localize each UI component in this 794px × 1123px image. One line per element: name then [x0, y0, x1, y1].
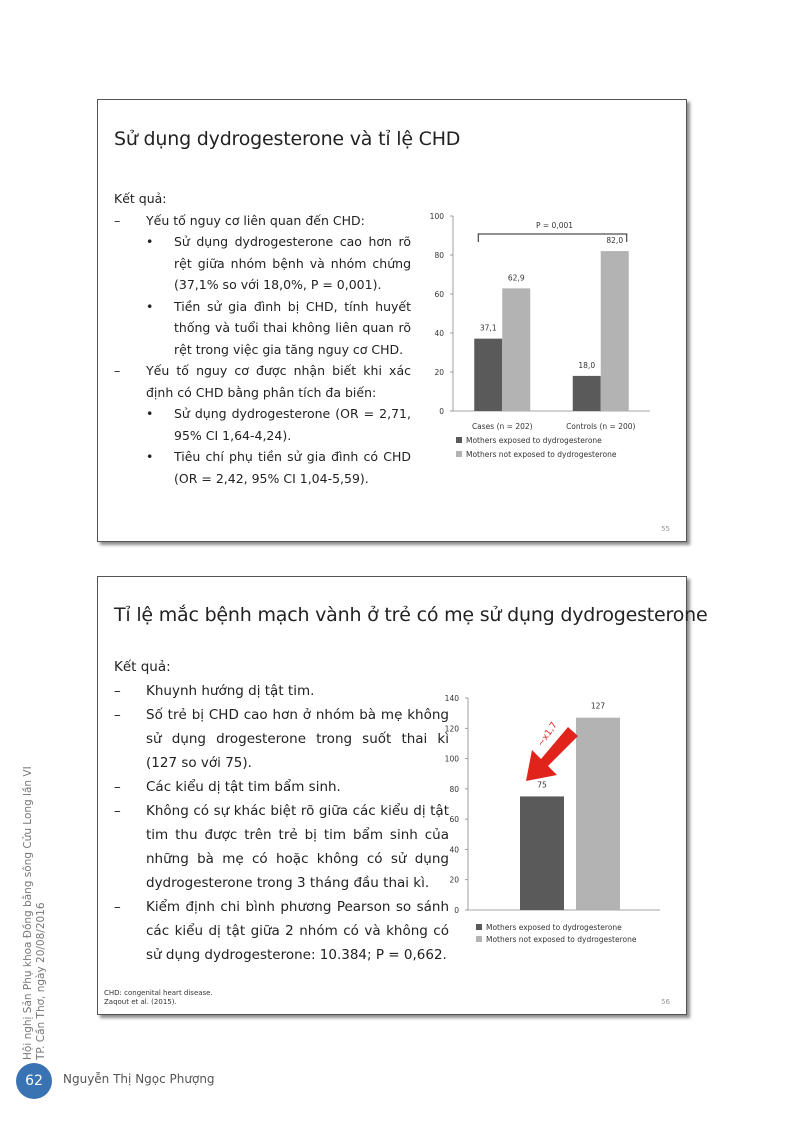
bar-chart-chd-count [438, 689, 668, 959]
conference-date: TP. Cần Thơ, ngày 20/08/2016 [35, 902, 47, 1060]
data-label: 75 [537, 780, 547, 790]
y-tick-label: 20 [434, 368, 444, 377]
bar [502, 288, 530, 411]
x-tick-label: Controls (n = 200) [566, 422, 636, 431]
slide-body [114, 188, 411, 489]
footnote [104, 989, 213, 1007]
bar [576, 718, 620, 910]
slide-55 [97, 99, 687, 542]
slide-56 [97, 576, 708, 1015]
bar [520, 796, 564, 910]
bar [601, 251, 629, 411]
data-label: 37,1 [479, 323, 497, 333]
slide-title: Tỉ lệ mắc bệnh mạch vành ở trẻ có mẹ sử dụng dydrogesterone [114, 604, 708, 626]
legend-label: Mothers exposed to dydrogesterone [466, 436, 602, 445]
list-item: – Các kiểu dị tật tim bẩm sinh. [114, 775, 449, 799]
y-tick-label: 80 [434, 251, 444, 260]
list-item: • Tiền sử gia đình bị CHD, tính huyết thống và tuổi thai không liên quan rõ rệt trong việc gia tăng nguy cơ CHD. [114, 296, 411, 361]
slide-body [114, 655, 449, 967]
data-label: 82,0 [606, 236, 624, 246]
y-tick-label: 80 [449, 784, 459, 794]
list-item: – Không có sự khác biệt rõ giữa các kiểu dị tật tim thu được trên trẻ bị tim bẩm sinh của những bà mẹ có hoặc không có sử dụng dydrogesterone trong 3 tháng đầu thai kì. [114, 799, 449, 895]
y-tick-label: 60 [434, 290, 444, 299]
significance-bracket [478, 234, 627, 242]
y-tick-label: 100 [429, 212, 444, 221]
chart-svg [418, 208, 658, 478]
legend-swatch [476, 924, 482, 930]
y-tick-label: 120 [444, 724, 459, 734]
data-label: 62,9 [507, 273, 525, 283]
legend-swatch [456, 451, 462, 457]
list-item: • Tiêu chí phụ tiền sử gia đình có CHD (OR = 2,42, 95% CI 1,04-5,59). [114, 446, 411, 489]
author-name: Nguyễn Thị Ngọc Phượng [63, 1072, 215, 1086]
list-item: – Số trẻ bị CHD cao hơn ở nhóm bà mẹ không sử dụng drogesterone trong suốt thai kì (127 so với 75). [114, 703, 449, 775]
y-tick-label: 140 [444, 694, 459, 703]
legend-label: Mothers not exposed to dydrogesterone [466, 450, 617, 459]
legend-swatch [476, 936, 482, 942]
slide-page-number: 55 [661, 525, 670, 533]
footnote-abbrev: CHD: congenital heart disease. [104, 989, 213, 997]
x-tick-label: Cases (n = 202) [471, 422, 533, 431]
list-item: • Sử dụng dydrogesterone cao hơn rõ rệt giữa nhóm bệnh và nhóm chứng (37,1% so với 18,0%, P = 0,001). [114, 231, 411, 296]
significance-label: P = 0,001 [535, 221, 574, 230]
y-tick-label: 60 [449, 815, 459, 825]
results-heading: Kết quả: [114, 191, 167, 206]
ratio-label: ~x1,7 [536, 720, 560, 749]
y-tick-label: 40 [449, 845, 459, 855]
results-heading: Kết quả: [114, 659, 171, 675]
chart-svg [438, 689, 668, 959]
data-label: 18,0 [578, 360, 596, 370]
y-tick-label: 20 [449, 875, 459, 885]
data-label: 127 [590, 701, 606, 711]
footnote-reference: Zaqout et al. (2015). [104, 998, 177, 1006]
slide-title: Sử dụng dydrogesterone và tỉ lệ CHD [114, 128, 461, 150]
list-item: • Sử dụng dydrogesterone (OR = 2,71, 95% CI 1,64-4,24). [114, 403, 411, 446]
bar [573, 376, 601, 411]
slide-page-number: 56 [661, 998, 670, 1006]
y-tick-label: 0 [439, 407, 444, 416]
list-item: – Yếu tố nguy cơ được nhận biết khi xác định có CHD bằng phân tích đa biến: [114, 360, 411, 403]
legend-label: Mothers exposed to dydrogesterone [486, 923, 622, 932]
bar [474, 339, 502, 411]
y-tick-label: 40 [434, 329, 444, 338]
conference-name: Hội nghị Sản Phụ khoa Đồng bằng sông Cửu Long lần VI [22, 766, 34, 1060]
legend-label: Mothers not exposed to dydrogesterone [486, 935, 637, 944]
list-item: – Yếu tố nguy cơ liên quan đến CHD: [114, 210, 411, 232]
conference-sidebar [22, 766, 48, 1060]
list-item: – Kiểm định chi bình phương Pearson so sánh các kiểu dị tật giữa 2 nhóm có và không có sử dụng dydrogesterone: 10.384; P = 0,662. [114, 895, 449, 967]
page-number-badge: 62 [16, 1063, 52, 1099]
list-item: – Khuynh hướng dị tật tim. [114, 679, 449, 703]
y-tick-label: 0 [454, 906, 459, 915]
legend-swatch [456, 437, 462, 443]
bar-chart-exposure [418, 208, 658, 478]
y-tick-label: 100 [444, 754, 459, 764]
